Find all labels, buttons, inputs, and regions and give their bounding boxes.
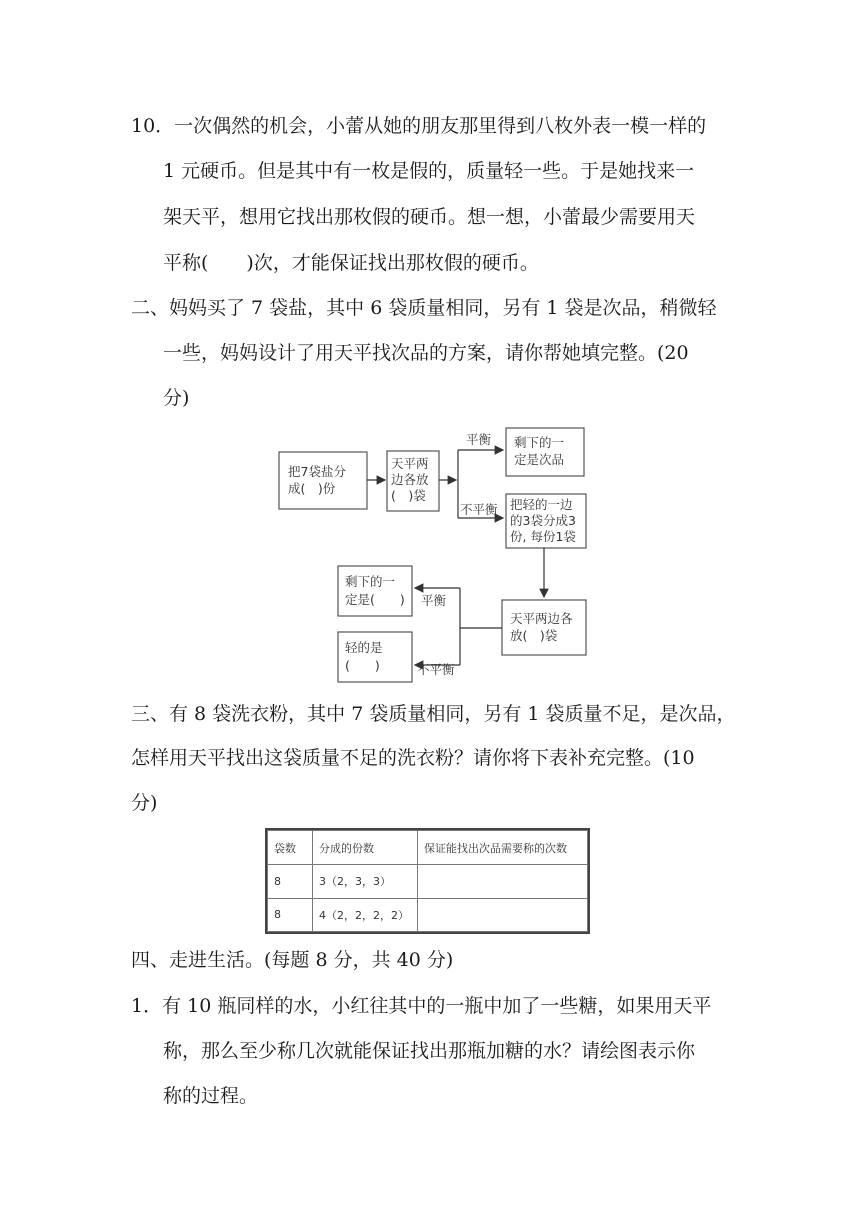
weighing-table bbox=[265, 828, 590, 934]
flow-box-split-line2: 成( )份 bbox=[288, 481, 336, 496]
q10-line-4: 平称( )次，才能保证找出那枚假的硬币。 bbox=[163, 252, 539, 274]
flow-box-split-lighter-line1: 把轻的一边 bbox=[510, 497, 573, 512]
flow-box-remaining-2-line2: 定是( ) bbox=[345, 592, 405, 607]
table-cell-bags: 8 bbox=[268, 898, 313, 932]
section2-line-3: 分) bbox=[163, 387, 190, 409]
q10-line-3: 架天平，想用它找出那枚假的硬币。想一想，小蕾最少需要用天 bbox=[163, 206, 696, 228]
section4-q1-line-1: 1．有 10 瓶同样的水，小红往其中的一瓶中加了一些糖，如果用天平 bbox=[131, 995, 712, 1017]
q10-line-2: 1 元硬币。但是其中有一枚是假的，质量轻一些。于是她找来一 bbox=[163, 160, 695, 182]
flow-box-weigh-line2: 边各放 bbox=[391, 472, 429, 487]
table-header-bags: 袋数 bbox=[268, 831, 313, 865]
table-cell-times[interactable] bbox=[418, 898, 588, 932]
section4-q1-line-3: 称的过程。 bbox=[163, 1085, 259, 1107]
flow-box-lighter-line2: ( ) bbox=[345, 658, 380, 673]
table-cell-parts: 3（2，3，3） bbox=[313, 865, 418, 899]
flow-label-balanced: 平衡 bbox=[466, 432, 492, 447]
flow-box-split-lighter-line2: 的3袋分成3 bbox=[510, 513, 576, 528]
flow-label-unbalanced-2: 不平衡 bbox=[417, 662, 455, 677]
section3-line-3: 分) bbox=[131, 792, 158, 814]
flow-box-remaining-line1: 剩下的一 bbox=[514, 435, 565, 450]
section3-line-2: 怎样用天平找出这袋质量不足的洗衣粉？请你将下表补充完整。(10 bbox=[131, 747, 695, 769]
table-row bbox=[268, 898, 588, 932]
q10-line-1: 10．一次偶然的机会，小蕾从她的朋友那里得到八枚外表一模一样的 bbox=[131, 115, 707, 137]
flow-box-weigh-2-line2: 放( )袋 bbox=[510, 628, 558, 643]
flow-box-remaining-2-line1: 剩下的一 bbox=[345, 574, 396, 589]
flow-label-balanced-2: 平衡 bbox=[421, 593, 447, 608]
table-header-times: 保证能找出次品需要称的次数 bbox=[418, 831, 588, 865]
weighing-flowchart bbox=[270, 420, 600, 685]
table-cell-bags: 8 bbox=[268, 865, 313, 899]
section2-line-1: 二、妈妈买了 7 袋盐，其中 6 袋质量相同，另有 1 袋是次品，稍微轻 bbox=[131, 297, 717, 319]
flow-box-split-line1: 把7袋盐分 bbox=[288, 464, 346, 479]
flow-box-weigh-line3: ( )袋 bbox=[391, 488, 426, 503]
table-cell-parts: 4（2，2，2，2） bbox=[313, 898, 418, 932]
section4-title: 四、走进生活。(每题 8 分，共 40 分) bbox=[131, 949, 454, 971]
table-row bbox=[268, 865, 588, 899]
section4-q1-line-2: 称，那么至少称几次就能保证找出那瓶加糖的水？请绘图表示你 bbox=[163, 1040, 696, 1062]
flow-box-weigh-line1: 天平两 bbox=[391, 456, 429, 471]
section2-line-2: 一些，妈妈设计了用天平找次品的方案，请你帮她填完整。(20 bbox=[163, 342, 689, 364]
flow-box-remaining-line2: 定是次品 bbox=[514, 452, 565, 467]
section3-line-1: 三、有 8 袋洗衣粉，其中 7 袋质量相同，另有 1 袋质量不足，是次品， bbox=[131, 703, 736, 725]
table-cell-times[interactable] bbox=[418, 865, 588, 899]
flow-box-split-lighter-line3: 份, 每份1袋 bbox=[510, 529, 576, 544]
flow-label-unbalanced: 不平衡 bbox=[460, 502, 498, 517]
flow-box-lighter-line1: 轻的是 bbox=[345, 640, 383, 655]
table-header-parts: 分成的份数 bbox=[313, 831, 418, 865]
table-header-row bbox=[268, 831, 588, 865]
flow-box-weigh-2-line1: 天平两边各 bbox=[510, 611, 573, 626]
